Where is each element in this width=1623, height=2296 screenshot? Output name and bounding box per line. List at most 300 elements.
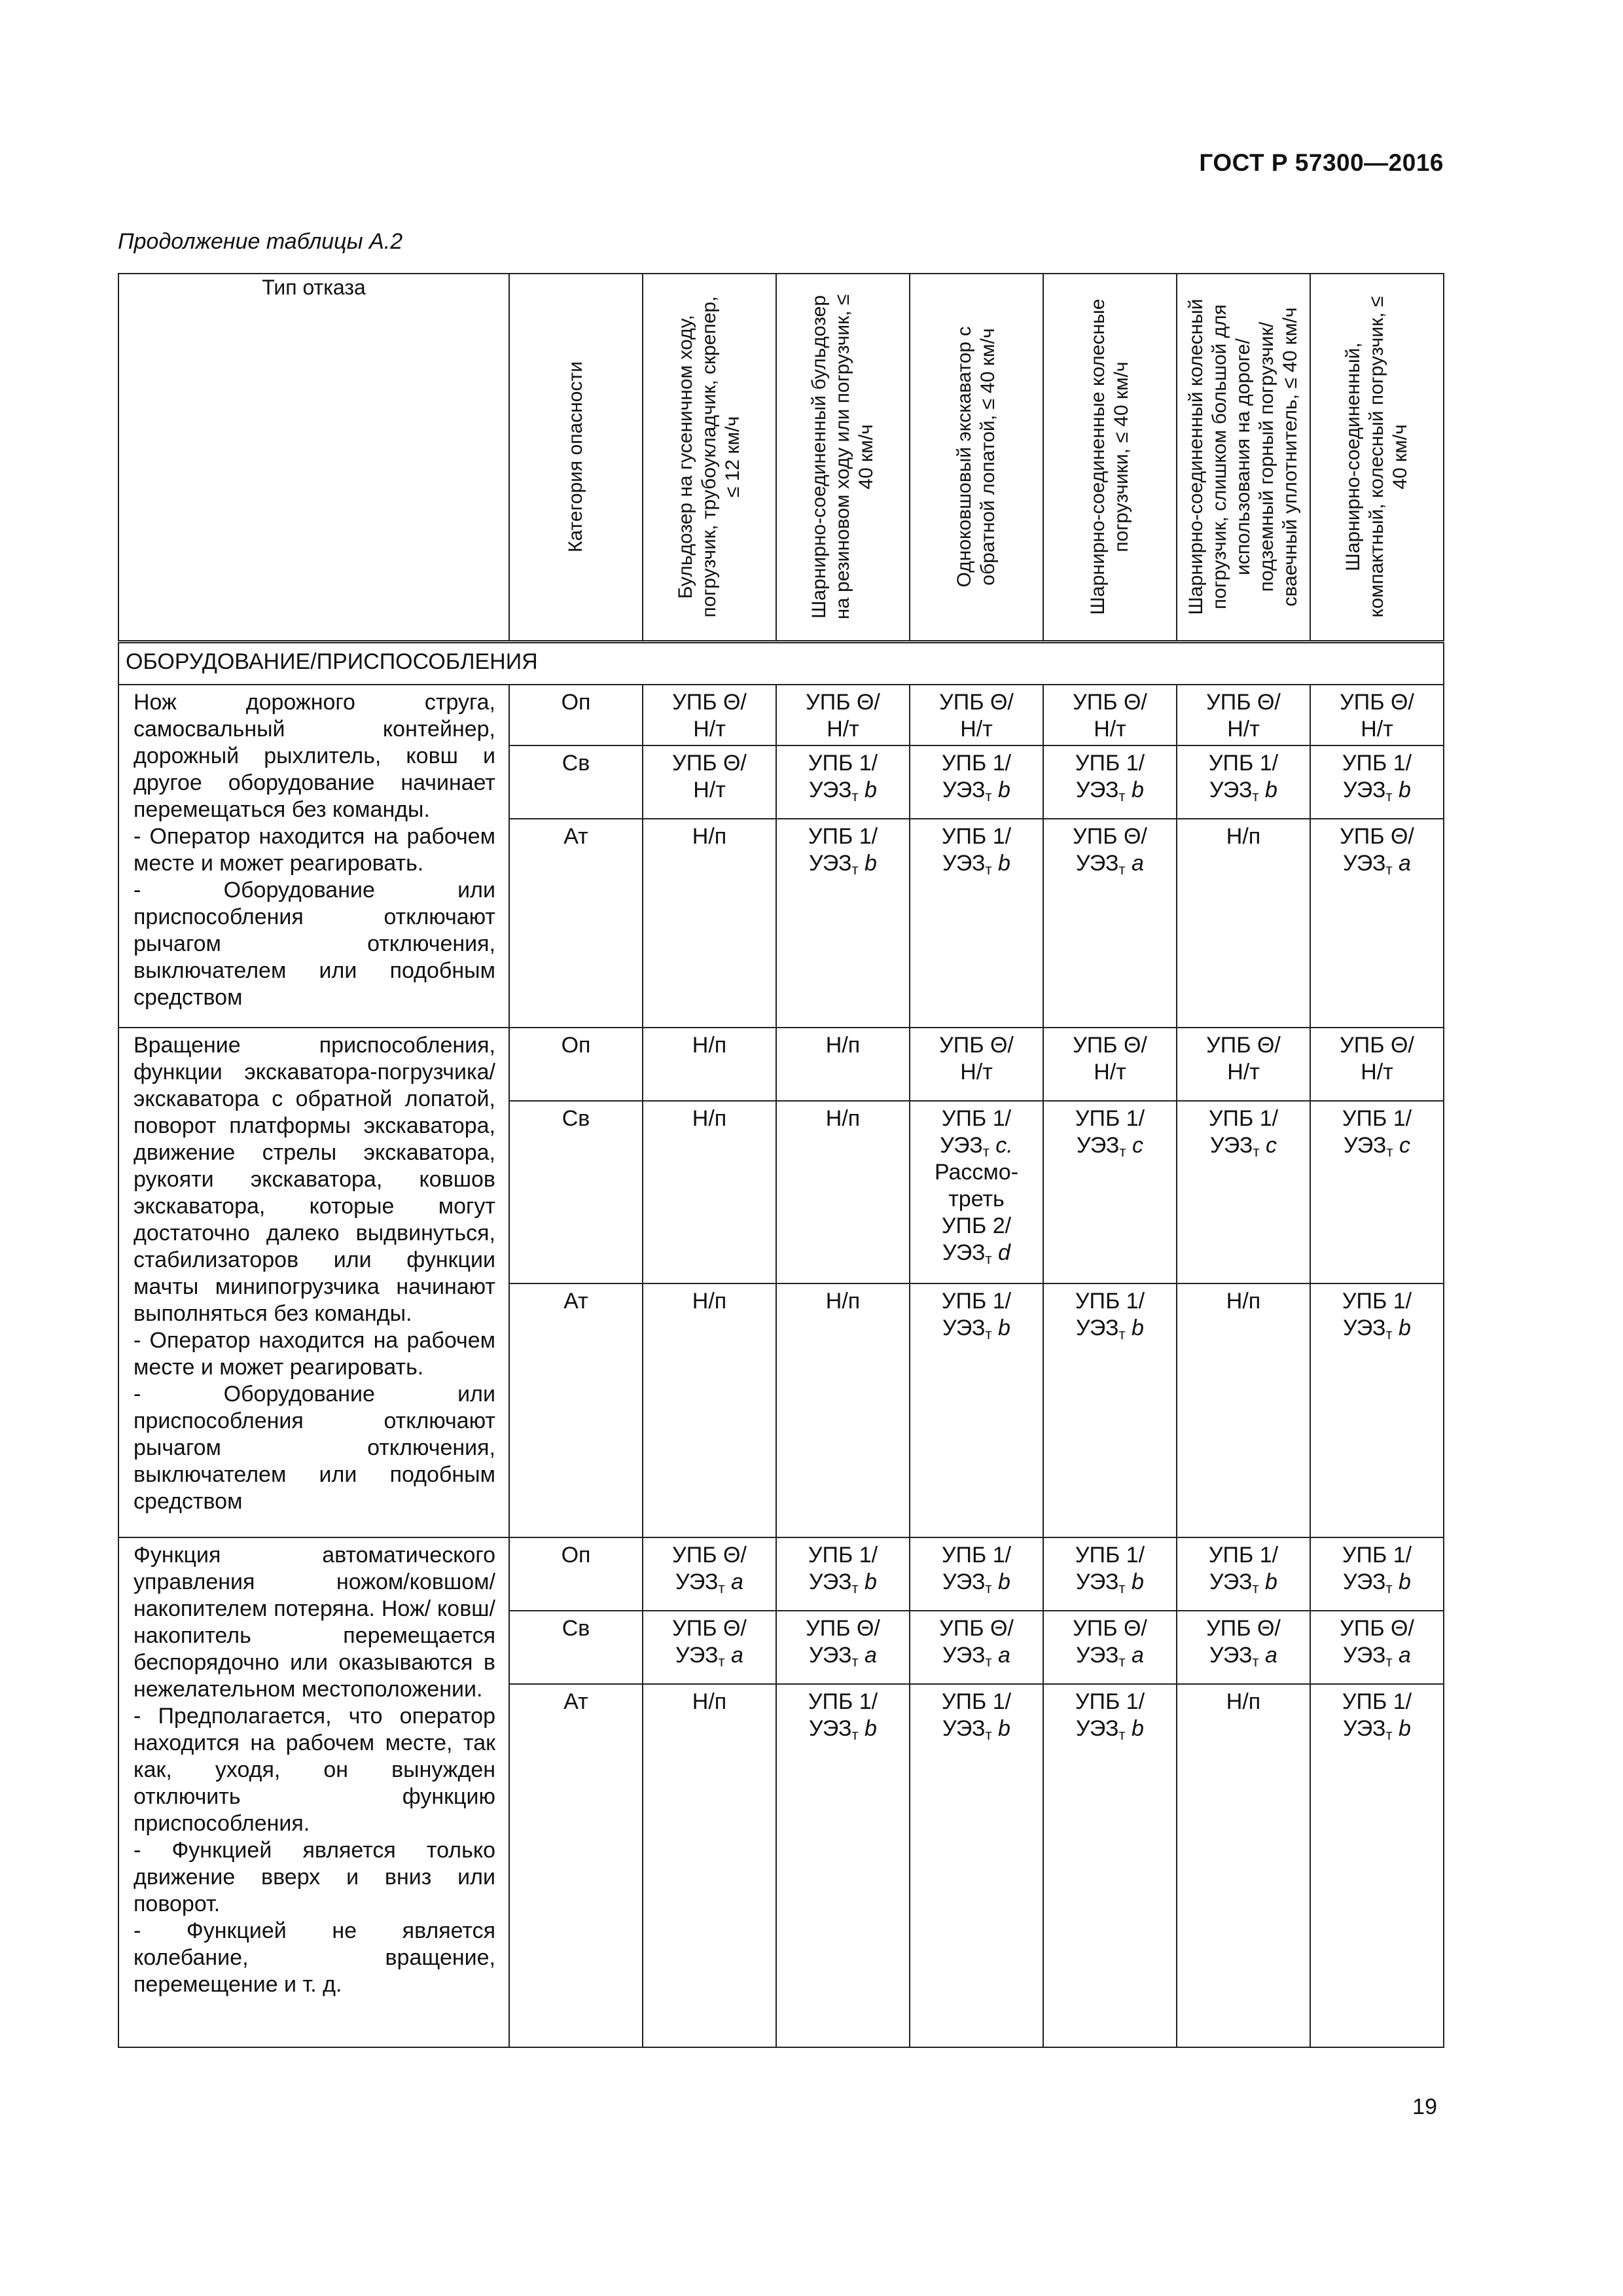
rating-subscript: т xyxy=(1118,788,1126,804)
rating-cell xyxy=(1043,1537,1177,1611)
rating-line: УПБ 1/ xyxy=(941,751,1012,776)
rating-cell xyxy=(1177,819,1310,1028)
rating-line xyxy=(777,850,909,877)
rating-line xyxy=(1311,1059,1443,1086)
rating-cell xyxy=(1310,1684,1444,2047)
rating-line xyxy=(777,716,909,743)
failure-description xyxy=(118,1028,509,1537)
rating-subscript: т xyxy=(1252,1653,1259,1670)
rating-line: УПБ 1/ xyxy=(808,1543,878,1568)
rating-code: УЭЗ xyxy=(1209,1570,1253,1594)
rating-subscript: т xyxy=(985,1727,992,1743)
rating-subscript: т xyxy=(985,788,992,804)
rating-code: УЭЗ xyxy=(675,1643,719,1668)
rating-subscript: т xyxy=(851,1653,859,1670)
hazard-category-cell: Св xyxy=(509,1611,643,1684)
rating-subscript: т xyxy=(1385,1326,1393,1342)
rating-subscript: т xyxy=(985,861,992,878)
rating-line xyxy=(1044,1132,1176,1159)
rating-code: Н/т xyxy=(960,717,993,742)
rating-cell xyxy=(1310,745,1444,819)
rating-cell xyxy=(643,1101,776,1283)
rating-line: УПБ Θ/ xyxy=(672,1616,747,1641)
rating-cell xyxy=(910,745,1043,819)
header-machine-2 xyxy=(776,274,910,641)
rating-line xyxy=(1044,716,1176,743)
rating-letter: b xyxy=(1399,1716,1411,1741)
rating-code: УЭЗ xyxy=(1076,1316,1119,1340)
rating-line: УПБ 2/ xyxy=(941,1213,1012,1238)
rating-letter: b xyxy=(865,851,877,876)
rating-letter: a xyxy=(1132,851,1144,876)
rating-line: УПБ 1/ xyxy=(1075,1543,1145,1568)
header-machine-text: Одноковшовый экскаватор с обратной лопатой, ≤ 40 км/ч xyxy=(954,326,999,588)
rating-line: УПБ 1/ xyxy=(1075,1289,1145,1314)
rating-code: Н/т xyxy=(960,1060,993,1085)
rating-line xyxy=(1177,777,1310,804)
header-machine-1 xyxy=(643,274,776,641)
rating-cell xyxy=(910,1537,1043,1611)
header-machine-text: Шарнирно-соединенные колесные погрузчики, ≤ 40 км/ч xyxy=(1087,298,1132,615)
rating-letter: b xyxy=(1399,1316,1411,1340)
rating-code: УЭЗ xyxy=(1343,1316,1386,1340)
rating-letter: a xyxy=(1399,1643,1411,1668)
rating-line xyxy=(777,1642,909,1669)
rating-cell xyxy=(1310,685,1444,745)
rating-subscript: т xyxy=(1385,788,1393,804)
rating-line: УПБ 1/ xyxy=(941,1106,1012,1131)
header-machine-3 xyxy=(910,274,1043,641)
rating-code: УЭЗ xyxy=(809,851,852,876)
rating-subscript: т xyxy=(1118,1326,1126,1342)
rating-line xyxy=(1311,777,1443,804)
rating-code: УЭЗ xyxy=(675,1570,719,1594)
rating-line: УПБ 1/ xyxy=(1342,1106,1412,1131)
rating-letter: b xyxy=(1399,1570,1411,1594)
rating-cell xyxy=(776,745,910,819)
rating-code: УЭЗ xyxy=(942,1716,986,1741)
rating-letter: b xyxy=(865,1716,877,1741)
description-paragraph: Вращение приспособления, функции экскаватора-погрузчика/экскаватора с обратной лопатой, поворот платформы экскаватора, движение стрелы экскаватора, рукояти экскаватора, ковшов экскаватора, которые могут достаточно далеко выдвинуться, стабилизаторов или функции мачты минипогрузчика начинают выполняться без команды. xyxy=(134,1033,495,1326)
rating-cell xyxy=(643,745,776,819)
rating-code: УЭЗ xyxy=(1076,778,1119,802)
hazard-category-cell: Ат xyxy=(509,819,643,1028)
rating-cell xyxy=(643,1283,776,1537)
section-title: ОБОРУДОВАНИЕ/ПРИСПОСОБЛЕНИЯ xyxy=(118,641,1444,685)
rating-line xyxy=(910,777,1043,804)
rating-code: УЭЗ xyxy=(1343,1643,1386,1668)
table-caption: Продолжение таблицы А.2 xyxy=(118,229,403,254)
rating-line: Н/п xyxy=(1226,1289,1261,1314)
rating-letter: b xyxy=(998,778,1010,802)
rating-cell xyxy=(1310,1283,1444,1537)
rating-line: УПБ 1/ xyxy=(1075,1106,1145,1131)
rating-letter: b xyxy=(865,778,877,802)
rating-line: УПБ Θ/ xyxy=(939,1033,1014,1058)
rating-line: треть xyxy=(948,1187,1005,1211)
rating-letter: a xyxy=(731,1570,743,1594)
rating-code: Н/т xyxy=(1227,717,1260,742)
rating-code: УЭЗ xyxy=(1343,1570,1386,1594)
rating-subscript: т xyxy=(1253,1143,1260,1160)
header-machine-5 xyxy=(1177,274,1310,641)
rating-code: Н/т xyxy=(827,717,859,742)
hazard-category-cell: Св xyxy=(509,1101,643,1283)
failure-description xyxy=(118,685,509,1028)
header-hazard-category xyxy=(509,274,643,641)
rating-code: УЭЗ xyxy=(1209,778,1253,802)
rating-code: Н/т xyxy=(693,778,726,802)
rating-line: УПБ 1/ xyxy=(808,824,878,849)
rating-cell xyxy=(1310,1028,1444,1101)
rating-code: УЭЗ xyxy=(942,778,986,802)
header-machine-text: Шарнирно-соединенный, компактный, колесный погрузчик, ≤ 40 км/ч xyxy=(1342,296,1411,618)
rating-cell xyxy=(1177,1101,1310,1283)
rating-subscript: т xyxy=(1252,788,1259,804)
rating-code: УЭЗ xyxy=(942,851,986,876)
header-hazard-category-text: Категория опасности xyxy=(565,361,586,553)
rating-line: УПБ Θ/ xyxy=(1073,1616,1147,1641)
rating-line xyxy=(910,1642,1043,1669)
rating-code: УЭЗ xyxy=(1344,1133,1387,1158)
rating-line: УПБ 1/ xyxy=(1208,1106,1279,1131)
rating-line: УПБ Θ/ xyxy=(1340,1616,1414,1641)
rating-line xyxy=(1311,1315,1443,1342)
rating-letter: d xyxy=(998,1240,1010,1265)
rating-code: УЭЗ xyxy=(942,1240,986,1265)
rating-cell xyxy=(643,819,776,1028)
rating-letter: a xyxy=(865,1643,877,1668)
hazard-category-cell: Ат xyxy=(509,1684,643,2047)
rating-line xyxy=(1044,1715,1176,1742)
rating-line xyxy=(1177,1569,1310,1596)
rating-cell xyxy=(1043,1283,1177,1537)
rating-line: УПБ Θ/ xyxy=(1340,824,1414,849)
rating-line xyxy=(1044,1315,1176,1342)
rating-line xyxy=(910,1715,1043,1742)
rating-cell xyxy=(1177,745,1310,819)
rating-line xyxy=(1044,1642,1176,1669)
rating-line: УПБ 1/ xyxy=(1342,1289,1412,1314)
rating-letter: b xyxy=(998,851,1010,876)
rating-code: Н/т xyxy=(693,717,726,742)
rating-cell xyxy=(776,685,910,745)
header-machine-text: Бульдозер на гусеничном ходу, погрузчик, трубоукладчик, скрепер, ≤ 12 км/ч xyxy=(675,296,743,618)
rating-code: УЭЗ xyxy=(1077,1133,1120,1158)
rating-subscript: т xyxy=(718,1580,725,1596)
rating-line: УПБ Θ/ xyxy=(806,1616,880,1641)
rating-letter: b xyxy=(1132,1316,1144,1340)
rating-subscript: т xyxy=(851,861,859,878)
rating-letter: b xyxy=(1265,778,1277,802)
rating-line: УПБ Θ/ xyxy=(672,690,747,715)
rating-letter: b xyxy=(1399,778,1411,802)
rating-line: УПБ Θ/ xyxy=(939,690,1014,715)
table-row xyxy=(118,1537,1444,1611)
rating-code: УЭЗ xyxy=(809,1643,852,1668)
rating-line xyxy=(910,1132,1043,1159)
rating-cell xyxy=(910,685,1043,745)
rating-line: Н/п xyxy=(692,824,727,849)
rating-code: Н/т xyxy=(1361,717,1393,742)
rating-cell xyxy=(1043,1028,1177,1101)
header-failure-type: Тип отказа xyxy=(118,274,509,641)
rating-line xyxy=(910,716,1043,743)
rating-line: УПБ 1/ xyxy=(808,1689,878,1714)
rating-subscript: т xyxy=(851,1580,859,1596)
failure-description xyxy=(118,1537,509,2047)
rating-line xyxy=(643,1642,776,1669)
rating-cell xyxy=(910,1101,1043,1283)
rating-cell xyxy=(776,1101,910,1283)
rating-subscript: т xyxy=(851,788,859,804)
rating-cell xyxy=(1043,745,1177,819)
rating-cell xyxy=(1177,1283,1310,1537)
rating-code: Н/т xyxy=(1361,1060,1393,1085)
rating-cell xyxy=(776,1283,910,1537)
rating-cell xyxy=(1177,1537,1310,1611)
rating-code: Н/т xyxy=(1094,1060,1126,1085)
rating-cell xyxy=(643,1611,776,1684)
rating-cell xyxy=(776,1028,910,1101)
rating-subscript: т xyxy=(985,1653,992,1670)
rating-line: УПБ Θ/ xyxy=(1206,1616,1281,1641)
rating-cell xyxy=(1310,1537,1444,1611)
rating-cell xyxy=(776,819,910,1028)
rating-line: Н/п xyxy=(825,1289,861,1314)
rating-line: Рассмо- xyxy=(934,1160,1019,1185)
rating-subscript: т xyxy=(1386,1143,1393,1160)
rating-line xyxy=(1311,1132,1443,1159)
rating-line xyxy=(910,850,1043,877)
rating-code: УЭЗ xyxy=(1076,1643,1119,1668)
rating-cell xyxy=(776,1684,910,2047)
rating-code: УЭЗ xyxy=(809,1716,852,1741)
rating-line: УПБ Θ/ xyxy=(1073,690,1147,715)
rating-line: УПБ Θ/ xyxy=(672,1543,747,1568)
rating-line xyxy=(1044,850,1176,877)
rating-cell xyxy=(910,1684,1043,2047)
rating-line: УПБ 1/ xyxy=(808,751,878,776)
rating-letter: b xyxy=(998,1570,1010,1594)
rating-line xyxy=(1044,1059,1176,1086)
rating-letter: b xyxy=(1265,1570,1277,1594)
rating-cell xyxy=(643,1537,776,1611)
rating-subscript: т xyxy=(1385,1727,1393,1743)
rating-cell xyxy=(1177,685,1310,745)
rating-line: УПБ Θ/ xyxy=(672,751,747,776)
rating-cell xyxy=(1310,1101,1444,1283)
rating-line xyxy=(1177,1642,1310,1669)
rating-line: УПБ 1/ xyxy=(1208,1543,1279,1568)
rating-cell xyxy=(776,1611,910,1684)
hazard-category-cell: Оп xyxy=(509,1028,643,1101)
description-paragraph: - Оператор находится на рабочем месте и может реагировать. xyxy=(134,1328,495,1380)
rating-line: Н/п xyxy=(825,1033,861,1058)
section-row xyxy=(118,641,1444,685)
rating-line xyxy=(1044,777,1176,804)
description-paragraph: - Функцией не является колебание, вращение, перемещение и т. д. xyxy=(134,1918,495,1997)
rating-code: Н/т xyxy=(1227,1060,1260,1085)
rating-line xyxy=(1311,1569,1443,1596)
rating-subscript: т xyxy=(851,1727,859,1743)
rating-line: Н/п xyxy=(825,1106,861,1131)
hazard-category-cell: Св xyxy=(509,745,643,819)
rating-line: УПБ 1/ xyxy=(941,1289,1012,1314)
rating-cell xyxy=(1043,1611,1177,1684)
rating-line: УПБ Θ/ xyxy=(1073,1033,1147,1058)
rating-line: УПБ 1/ xyxy=(1208,751,1279,776)
rating-cell xyxy=(910,1611,1043,1684)
rating-code: УЭЗ xyxy=(1343,851,1386,876)
description-paragraph: - Функцией является только движение вверх и вниз или поворот. xyxy=(134,1838,495,1916)
rating-subscript: т xyxy=(1118,1580,1126,1596)
rating-letter: c. xyxy=(995,1133,1013,1158)
rating-letter: a xyxy=(1399,851,1411,876)
rating-letter: c xyxy=(1399,1133,1410,1158)
rating-line: Н/п xyxy=(692,1106,727,1131)
rating-cell xyxy=(1177,1684,1310,2047)
rating-line: УПБ Θ/ xyxy=(806,690,880,715)
description-paragraph: Функция автоматического управления ножом/ковшом/ накопителем потеряна. Нож/ ковш/ накопитель перемещается беспорядочно или оказываются в нежелательном местоположении. xyxy=(134,1543,495,1702)
rating-code: УЭЗ xyxy=(1076,1570,1119,1594)
rating-cell xyxy=(1310,1611,1444,1684)
rating-code: УЭЗ xyxy=(1076,1716,1119,1741)
rating-code: УЭЗ xyxy=(1210,1133,1253,1158)
document-number: ГОСТ Р 57300—2016 xyxy=(1199,149,1444,176)
rating-line xyxy=(1311,1642,1443,1669)
rating-line: Н/п xyxy=(1226,824,1261,849)
rating-cell xyxy=(910,1283,1043,1537)
rating-letter: b xyxy=(998,1316,1010,1340)
rating-letter: b xyxy=(1132,1570,1144,1594)
rating-cell xyxy=(643,1684,776,2047)
rating-cell xyxy=(1043,819,1177,1028)
rating-line xyxy=(910,1569,1043,1596)
rating-subscript: т xyxy=(1118,861,1126,878)
rating-line: УПБ 1/ xyxy=(1342,751,1412,776)
rating-line: УПБ 1/ xyxy=(1075,1689,1145,1714)
header-row xyxy=(118,274,1444,641)
hazard-category-cell: Ат xyxy=(509,1283,643,1537)
rating-cell xyxy=(1177,1028,1310,1101)
rating-line: УПБ 1/ xyxy=(941,824,1012,849)
page-number: 19 xyxy=(1412,2094,1437,2119)
rating-line: УПБ Θ/ xyxy=(1340,1033,1414,1058)
rating-line: УПБ 1/ xyxy=(1075,751,1145,776)
rating-line: УПБ Θ/ xyxy=(1206,1033,1281,1058)
rating-subscript: т xyxy=(985,1580,992,1596)
rating-cell xyxy=(910,819,1043,1028)
hazard-table xyxy=(118,273,1444,2048)
rating-subscript: т xyxy=(1118,1653,1126,1670)
rating-letter: c xyxy=(1265,1133,1277,1158)
header-machine-text: Шарнирно-соединенный бульдозер на резиновом ходу или погрузчик, ≤ 40 км/ч xyxy=(808,294,877,620)
rating-line: Н/п xyxy=(692,1689,727,1714)
rating-cell xyxy=(1043,1684,1177,2047)
rating-letter: c xyxy=(1132,1133,1143,1158)
rating-letter: a xyxy=(731,1643,743,1668)
rating-subscript: т xyxy=(718,1653,725,1670)
rating-line: УПБ 1/ xyxy=(1342,1689,1412,1714)
description-paragraph: - Оператор находится на рабочем месте и может реагировать. xyxy=(134,824,495,876)
rating-subscript: т xyxy=(985,1251,992,1267)
rating-subscript: т xyxy=(982,1143,990,1160)
rating-line xyxy=(910,1059,1043,1086)
rating-line xyxy=(1044,1569,1176,1596)
header-machine-4 xyxy=(1043,274,1177,641)
rating-cell xyxy=(1177,1611,1310,1684)
rating-letter: b xyxy=(865,1570,877,1594)
rating-cell xyxy=(643,1028,776,1101)
rating-line: Н/п xyxy=(692,1289,727,1314)
rating-line: Н/п xyxy=(1226,1689,1261,1714)
rating-code: УЭЗ xyxy=(942,1570,986,1594)
rating-line: УПБ Θ/ xyxy=(1073,824,1147,849)
description-paragraph: - Предполагается, что оператор находится на рабочем месте, так как, уходя, он вынужден отключить функцию приспособления. xyxy=(134,1704,495,1836)
rating-letter: a xyxy=(998,1643,1010,1668)
hazard-category-cell: Оп xyxy=(509,1537,643,1611)
rating-line: УПБ Θ/ xyxy=(939,1616,1014,1641)
rating-code: УЭЗ xyxy=(1209,1643,1253,1668)
rating-line xyxy=(910,1315,1043,1342)
rating-line xyxy=(1177,1059,1310,1086)
rating-line: УПБ 1/ xyxy=(941,1543,1012,1568)
rating-cell xyxy=(1043,685,1177,745)
rating-line: Н/п xyxy=(692,1033,727,1058)
rating-code: УЭЗ xyxy=(809,1570,852,1594)
description-paragraph: - Оборудование или приспособления отключают рычагом отключения, выключателем или подобным средством xyxy=(134,878,495,1010)
rating-subscript: т xyxy=(1385,861,1393,878)
rating-line xyxy=(777,1569,909,1596)
rating-line xyxy=(643,777,776,804)
rating-line xyxy=(643,1569,776,1596)
header-machine-6 xyxy=(1310,274,1444,641)
rating-code: УЭЗ xyxy=(809,778,852,802)
rating-line: УПБ 1/ xyxy=(1342,1543,1412,1568)
rating-line: УПБ Θ/ xyxy=(1206,690,1281,715)
header-machine-text: Шарнирно-соединенный колесный погрузчик, слишком большой для использования на дороге/ подземный горный погрузчик/сваечный уплотнитель, ≤ 40 км/ч xyxy=(1185,298,1301,615)
rating-subscript: т xyxy=(1385,1580,1393,1596)
rating-subscript: т xyxy=(1385,1653,1393,1670)
rating-code: УЭЗ xyxy=(1076,851,1119,876)
rating-subscript: т xyxy=(1118,1727,1126,1743)
rating-code: Н/т xyxy=(1094,717,1126,742)
rating-letter: b xyxy=(998,1716,1010,1741)
hazard-category-cell: Оп xyxy=(509,685,643,745)
description-paragraph: - Оборудование или приспособления отключают рычагом отключения, выключателем или подобным средством xyxy=(134,1382,495,1514)
rating-cell xyxy=(1310,819,1444,1028)
rating-letter: b xyxy=(1132,1716,1144,1741)
rating-line xyxy=(1311,1715,1443,1742)
rating-code: УЭЗ xyxy=(942,1316,986,1340)
rating-code: УЭЗ xyxy=(940,1133,983,1158)
rating-code: УЭЗ xyxy=(942,1643,986,1668)
rating-line: УПБ 1/ xyxy=(941,1689,1012,1714)
description-paragraph: Нож дорожного струга, самосвальный контейнер, дорожный рыхлитель, ковш и другое оборудование начинает перемещаться без команды. xyxy=(134,690,495,822)
rating-letter: a xyxy=(1132,1643,1144,1668)
rating-subscript: т xyxy=(1252,1580,1259,1596)
rating-line: УПБ Θ/ xyxy=(1340,690,1414,715)
rating-line xyxy=(777,777,909,804)
rating-cell xyxy=(643,685,776,745)
rating-line xyxy=(643,716,776,743)
rating-code: УЭЗ xyxy=(1343,778,1386,802)
rating-code: УЭЗ xyxy=(1343,1716,1386,1741)
rating-line xyxy=(910,1240,1043,1266)
rating-letter: a xyxy=(1265,1643,1277,1668)
rating-line xyxy=(1311,850,1443,877)
